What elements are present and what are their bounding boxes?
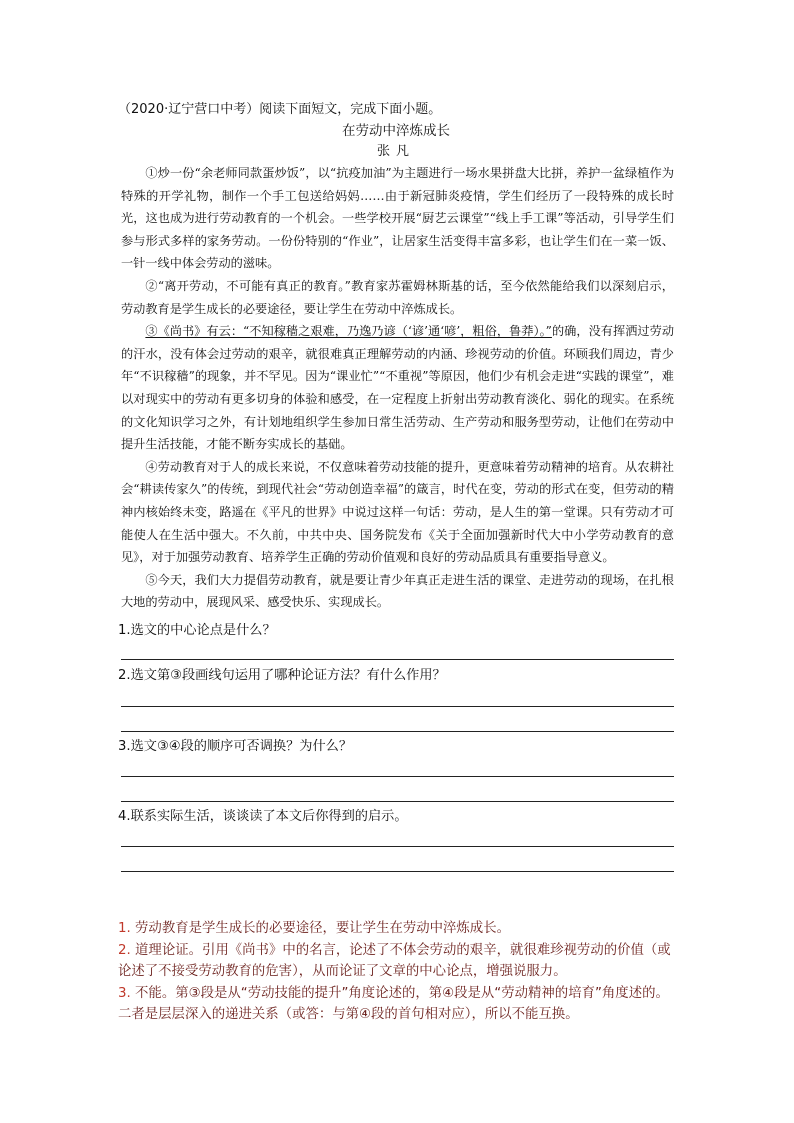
answer-line[interactable]	[121, 801, 674, 802]
question-4: 4.联系实际生活，谈谈读了本文后你得到的启示。	[118, 809, 408, 824]
answer-text: 劳动教育是学生成长的必要途径，要让学生在劳动中淬炼成长。	[135, 921, 510, 936]
answer-line[interactable]	[121, 871, 674, 872]
answer-text: 道理论证。引用《尚书》中的名言，论述了不体会劳动的艰辛，就很难珍视劳动的价值（或论述了不接受劳动教育的危害），从而论证了文章的中心论点，增强说服力。	[118, 942, 671, 979]
paragraph-3-rest: 的确，没有挥洒过劳动的汗水，没有体会过劳动的艰辛，就很难真正理解劳动的内涵、珍视劳动的价值。环顾我们周边，青少年“不识稼穑”的现象，并不罕见。因为“课业忙”“不重视”等原因，他们少有机会走进“实践的课堂”，难以对现实中的劳动有更多切身的体验和感受，在一定程度上折射出劳动教育淡化、弱化的现实。在系统的文化知识学习之外，有计划地组织学生参加日常生活劳动、生产劳动和服务型劳动，让他们在劳动中提升生活技能，才能不断夯实成长的基础。	[121, 324, 675, 452]
answer-line[interactable]	[121, 659, 674, 660]
answer-number: 1.	[118, 921, 136, 936]
answer-2	[118, 940, 678, 983]
question-3: 3.选文③④段的顺序可否调换？为什么？	[118, 739, 353, 754]
answer-line[interactable]	[121, 846, 674, 847]
answer-text: 不能。第③段是从“劳动技能的提升”角度论述的，第④段是从“劳动精神的培育”角度述的。二者是层层深入的递进关系（或答：与第④段的首句相对应），所以不能互换。	[118, 985, 669, 1022]
exam-instruction: （2020·辽宁营口中考）阅读下面短文，完成下面小题。	[118, 102, 442, 117]
answer-1	[118, 918, 678, 940]
answer-line[interactable]	[121, 706, 674, 707]
answer-number: 3.	[118, 985, 136, 1001]
answer-number: 2.	[118, 942, 136, 958]
answer-line[interactable]	[121, 776, 674, 777]
paragraph-1: ①炒一份“余老师同款蛋炒饭”，以“抗疫加油”为主题进行一场水果拼盘大比拼，养护一盆绿植作为特殊的开学礼物，制作一个手工包送给妈妈……由于新冠肺炎疫情，学生们经历了一段特殊的成长时光，这也成为进行劳动教育的一个机会。一些学校开展“厨艺云课堂”“线上手工课”等活动，引导学生们参与形式多样的家务劳动。一份份特别的“作业”，让居家生活变得丰富多彩，也让学生们在一菜一饭、一针一线中体会劳动的滋味。	[121, 166, 674, 271]
question-1: 1.选文的中心论点是什么？	[118, 623, 276, 638]
answer-key	[118, 918, 678, 1026]
paragraph-2: ②“离开劳动，不可能有真正的教育。”教育家苏霍姆林斯基的话，至今依然能给我们以深刻启示，劳动教育是学生成长的必要途径，要让学生在劳动中淬炼成长。	[121, 278, 674, 316]
paragraph-5: ⑤今天，我们大力提倡劳动教育，就是要让青少年真正走进生活的课堂、走进劳动的现场，在扎根大地的劳动中，展现风采、感受快乐、实现成长。	[121, 572, 674, 610]
article-passage	[121, 162, 674, 614]
answer-line[interactable]	[121, 731, 674, 732]
underlined-quote: ③《尚书》有云：“不知稼穑之艰难，乃逸乃谚（‘谚’通‘喭’，粗俗，鲁莽）。”	[145, 324, 552, 339]
answer-3	[118, 983, 678, 1026]
question-2: 2.选文第③段画线句运用了哪种论证方法？有什么作用？	[118, 668, 446, 683]
paragraph-3	[121, 320, 674, 456]
paragraph-4: ④劳动教育对于人的成长来说，不仅意味着劳动技能的提升，更意味着劳动精神的培育。从农耕社会“耕读传家久”的传统，到现代社会“劳动创造幸福”的箴言，时代在变，劳动的形式在变，但劳动的精神内核始终未变，路遥在《平凡的世界》中说过这样一句话：劳动，是人生的第一堂课。只有劳动才可能使人在生活中强大。不久前，中共中央、国务院发布《关于全面加强新时代大中小学劳动教育的意见》，对于加强劳动教育、培养学生正确的劳动价值观和良好的劳动品质具有重要指导意义。	[121, 459, 674, 565]
article-title: 在劳动中淬炼成长	[342, 123, 450, 139]
article-author: 张凡	[376, 144, 415, 159]
